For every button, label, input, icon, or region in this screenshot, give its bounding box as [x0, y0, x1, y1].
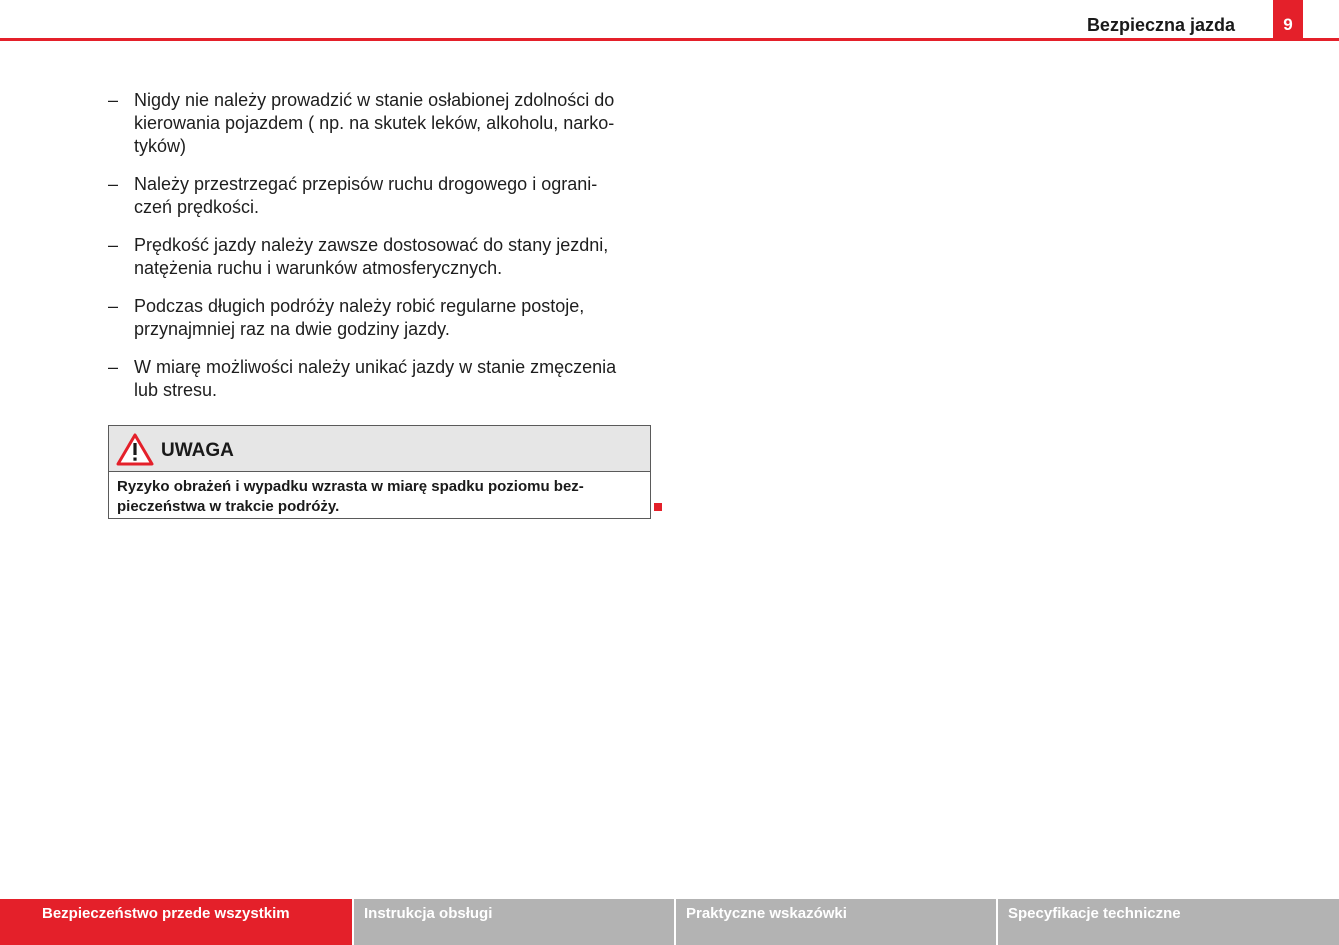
text-line: tyków) [134, 136, 187, 156]
text-line: przynajmniej raz na dwie godziny jazdy. [134, 319, 450, 339]
bullet-dash: – [108, 357, 119, 377]
warning-title: UWAGA [161, 440, 234, 461]
text-line: Nigdy nie należy prowadzić w stanie osłabionej zdolności do [134, 90, 615, 110]
warning-triangle-icon [116, 433, 154, 466]
page-number: 9 [1273, 0, 1303, 41]
bullet-dash: – [108, 90, 119, 110]
warning-line: Ryzyko obrażeń i wypadku wzrasta w miarę spadku poziomu bez- [117, 478, 584, 495]
footer-tab-instrukcja[interactable]: Instrukcja obsługi [354, 899, 674, 945]
red-square-icon [654, 503, 662, 511]
bullet-text [134, 234, 668, 280]
bullet-list [108, 89, 668, 417]
warning-box [108, 425, 651, 519]
list-item [108, 295, 668, 341]
text-line: lub stresu. [134, 380, 218, 400]
warning-header [109, 426, 650, 472]
bullet-text [134, 173, 668, 219]
list-item [108, 89, 668, 158]
bullet-text [134, 356, 668, 402]
bullet-dash: – [108, 235, 119, 255]
text-line: Podczas długich podróży należy robić regularne postoje, [134, 296, 585, 316]
bullet-text [134, 89, 668, 158]
warning-line: pieczeństwa w trakcie podróży. [117, 498, 340, 515]
list-item [108, 173, 668, 219]
text-line: czeń prędkości. [134, 197, 260, 217]
footer-tab-bezpieczenstwo[interactable]: Bezpieczeństwo przede wszystkim [0, 899, 352, 945]
bullet-dash: – [108, 296, 119, 316]
text-line: natężenia ruchu i warunków atmosferycznych. [134, 258, 503, 278]
footer-tab-specyfikacje[interactable]: Specyfikacje techniczne [998, 899, 1339, 945]
bullet-text [134, 295, 668, 341]
text-line: W miarę możliwości należy unikać jazdy w stanie zmęczenia [134, 357, 617, 377]
bullet-dash: – [108, 174, 119, 194]
footer-tab-wskazowki[interactable]: Praktyczne wskazówki [676, 899, 996, 945]
list-item [108, 356, 668, 402]
warning-text [109, 472, 650, 517]
list-item [108, 234, 668, 280]
footer-nav [0, 899, 1339, 945]
text-line: kierowania pojazdem ( np. na skutek leków, alkoholu, narko- [134, 113, 615, 133]
text-line: Prędkość jazdy należy zawsze dostosować do stany jezdni, [134, 235, 609, 255]
section-title: Bezpieczna jazda [1086, 15, 1235, 35]
header-rule [0, 38, 1339, 41]
text-line: Należy przestrzegać przepisów ruchu drogowego i ograni- [134, 174, 598, 194]
